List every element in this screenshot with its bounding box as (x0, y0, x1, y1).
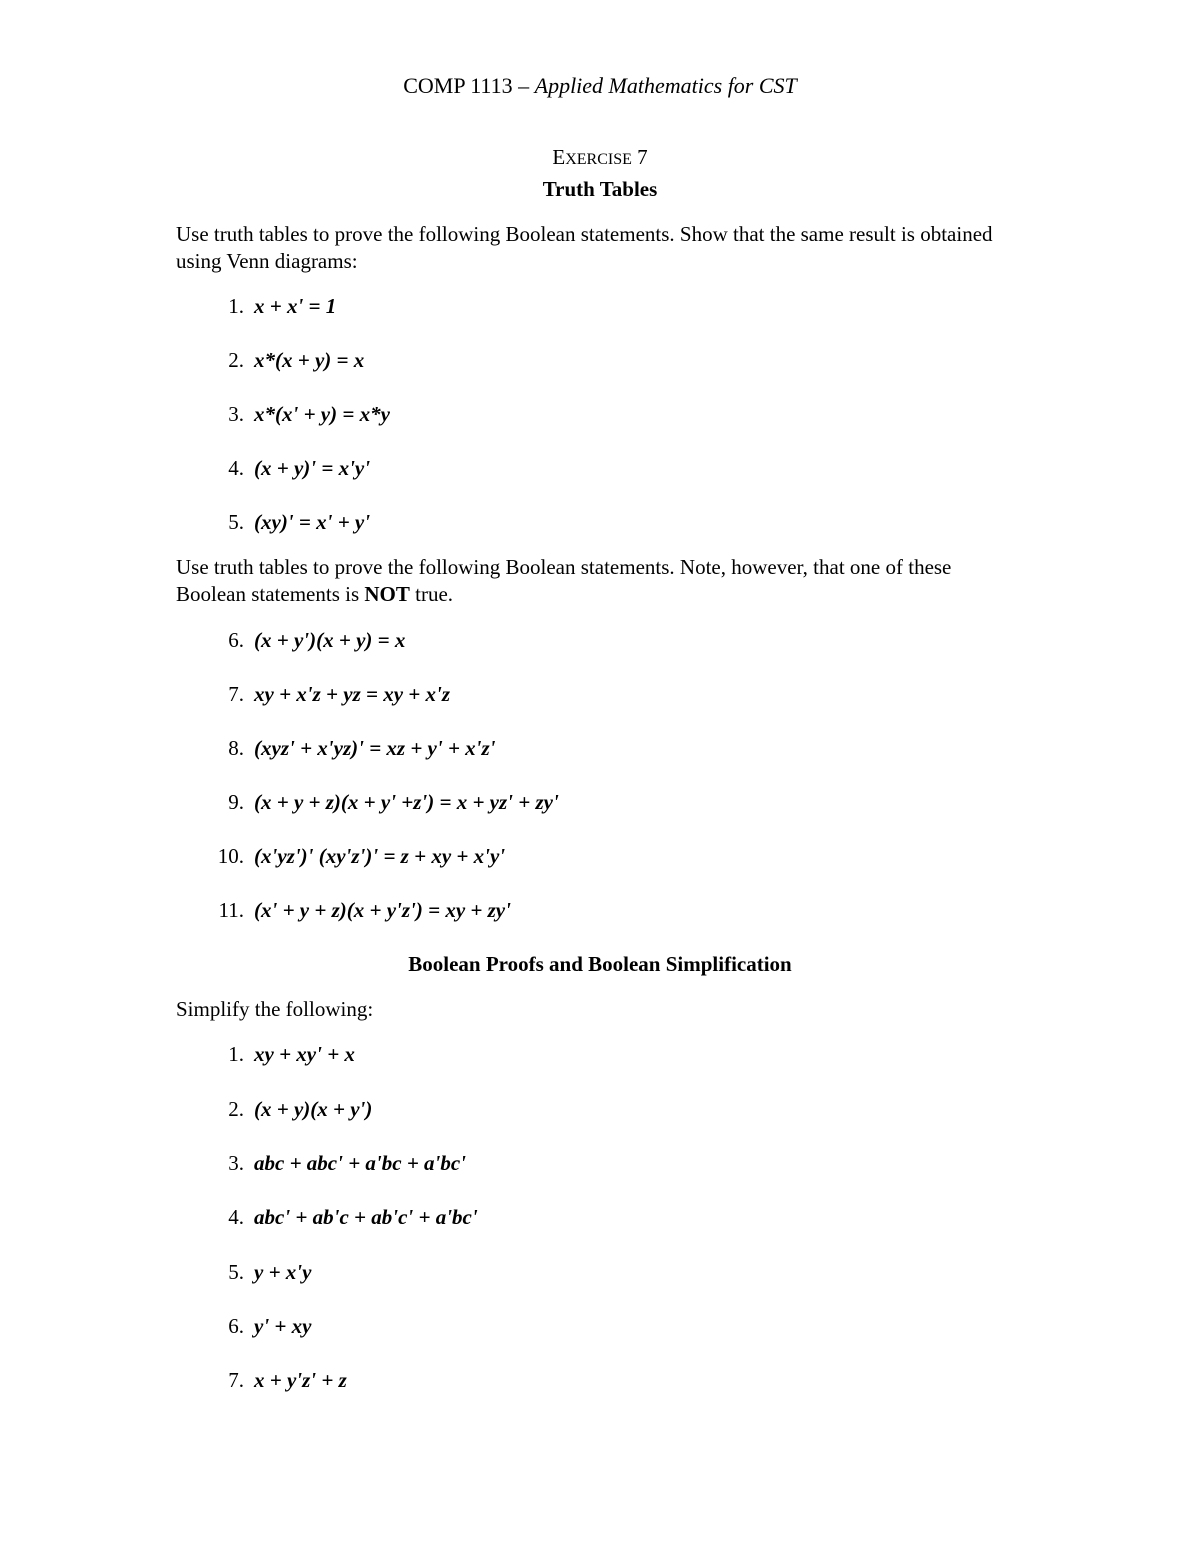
list-item (176, 1313, 1026, 1339)
item-expression: xy + x'z + yz = xy + x'z (254, 682, 451, 706)
item-expression: (x'yz')' (xy'z')' = z + xy + x'y' (254, 844, 506, 868)
item-expression: (x + y)' = x'y' (254, 456, 371, 480)
item-expression: x*(x' + y) = x*y (254, 402, 390, 426)
list-item (176, 1041, 1026, 1067)
item-number: 1. (228, 1042, 244, 1066)
section2-intro: Simplify the following: (176, 997, 374, 1021)
item-expression: abc + abc' + a'bc + a'bc' (254, 1151, 467, 1175)
course-title (0, 72, 1200, 100)
exercise-number: 7 (631, 145, 648, 169)
exercise-first-letter: E (552, 145, 566, 169)
item-expression: y' + xy (254, 1314, 312, 1338)
item-expression: xy + xy' + x (254, 1042, 355, 1066)
section1-intro2 (176, 554, 1026, 608)
item-number: 1. (228, 294, 244, 318)
section1-intro: Use truth tables to prove the following Boolean statements. Show that the same result is obtained using Venn diagrams: (176, 222, 993, 273)
item-number: 4. (228, 456, 244, 480)
item-number: 6. (228, 1314, 244, 1338)
item-expression: (x + y)(x + y') (254, 1097, 373, 1121)
list-item (176, 1096, 1026, 1122)
item-number: 10. (217, 844, 244, 868)
list-item (176, 627, 1026, 653)
list-item (176, 1150, 1026, 1176)
list-item (176, 293, 1026, 319)
item-expression: x + x' = 1 (254, 294, 337, 318)
item-number: 5. (228, 510, 244, 534)
list-item (176, 735, 1026, 761)
list-item (176, 1259, 1026, 1285)
list-item (176, 401, 1026, 427)
list-item (176, 455, 1026, 481)
item-number: 4. (228, 1205, 244, 1229)
intro2-bold-not: NOT (364, 582, 410, 606)
section-title-truth-tables: Truth Tables (542, 177, 658, 201)
item-expression: x + y'z' + z (254, 1368, 347, 1392)
item-number: 5. (228, 1260, 244, 1284)
list-item (176, 789, 1026, 815)
item-number: 11. (218, 898, 244, 922)
list-item (176, 347, 1026, 373)
item-number: 7. (228, 1368, 244, 1392)
item-expression: y + x'y (254, 1260, 312, 1284)
item-number: 7. (228, 682, 244, 706)
list-item (176, 843, 1026, 869)
intro2-text-after: true. (409, 582, 454, 606)
item-expression: (xyz' + x'yz)' = xz + y' + x'z' (254, 736, 496, 760)
item-expression: (x + y')(x + y) = x (254, 628, 406, 652)
item-expression: (x' + y + z)(x + y'z') = xy + zy' (254, 898, 511, 922)
course-code: COMP 1113 (403, 73, 513, 98)
intro2-text-before: Use truth tables to prove the following Boolean statements. Note, however, that one of these Boolean statements is (176, 555, 952, 606)
section-title-boolean-proofs: Boolean Proofs and Boolean Simplification (408, 952, 792, 976)
item-number: 3. (228, 1151, 244, 1175)
exercise-title (0, 144, 1200, 173)
item-number: 3. (228, 402, 244, 426)
list-item (176, 1367, 1026, 1393)
list-item (176, 897, 1026, 923)
list-item (176, 1204, 1026, 1230)
list-item (176, 681, 1026, 707)
item-expression: (x + y + z)(x + y' +z') = x + yz' + zy' (254, 790, 559, 814)
item-expression: abc' + ab'c + ab'c' + a'bc' (254, 1205, 478, 1229)
course-name: Applied Mathematics for CST (534, 73, 797, 98)
item-number: 8. (228, 736, 244, 760)
list-item (176, 509, 1026, 535)
title-dash: – (512, 73, 535, 98)
item-number: 6. (228, 628, 244, 652)
item-number: 2. (228, 1097, 244, 1121)
exercise-rest: XERCISE (565, 151, 632, 168)
item-expression: (xy)' = x' + y' (254, 510, 371, 534)
item-number: 9. (228, 790, 244, 814)
item-expression: x*(x + y) = x (254, 348, 365, 372)
item-number: 2. (228, 348, 244, 372)
